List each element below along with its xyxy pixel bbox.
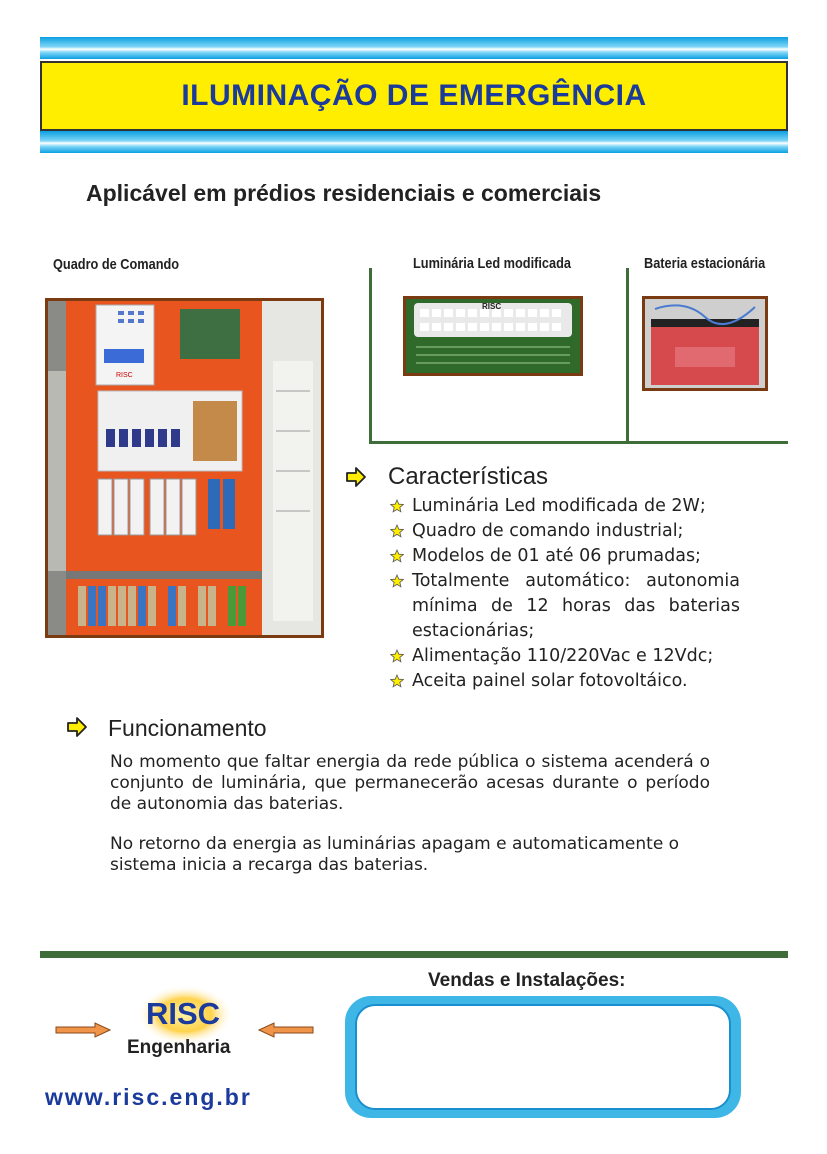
footer-divider xyxy=(40,951,788,958)
feature-item: Aceita painel solar fotovoltáico. xyxy=(390,669,740,694)
logo-arrow-right-icon xyxy=(258,1022,314,1038)
features-list xyxy=(390,494,740,694)
led-luminaire-photo xyxy=(403,296,583,376)
sales-label: Vendas e Instalações: xyxy=(428,970,626,991)
feature-item: Luminária Led modificada de 2W; xyxy=(390,494,740,519)
battery-illustration xyxy=(645,299,765,388)
header-band-bottom xyxy=(40,131,788,153)
features-arrow-icon xyxy=(345,466,367,488)
contact-box xyxy=(355,1004,731,1110)
battery-photo xyxy=(642,296,768,391)
operation-paragraph-1: No momento que faltar energia da rede pública o sistema acenderá o conjunto de luminária, que permanecerão acesas durante o período de autonomia das baterias. xyxy=(110,752,710,814)
subtitle: Aplicável em prédios residenciais e comerciais xyxy=(86,180,602,206)
logo-arrow-left-icon xyxy=(55,1022,111,1038)
star-bullet-icon xyxy=(390,499,404,513)
logo-name: RISC xyxy=(146,996,221,1031)
led-luminaire-illustration xyxy=(406,299,580,373)
logo-subtitle: Engenharia xyxy=(127,1037,231,1058)
divider-line-middle xyxy=(626,268,629,444)
panel-brand-text: RISC xyxy=(116,372,133,379)
divider-line-bottom xyxy=(369,441,788,444)
feature-item: Alimentação 110/220Vac e 12Vdc; xyxy=(390,644,740,669)
star-bullet-icon xyxy=(390,574,404,588)
star-bullet-icon xyxy=(390,674,404,688)
operation-arrow-icon xyxy=(66,716,88,738)
caption-battery: Bateria estacionária xyxy=(644,255,766,272)
feature-item: Quadro de comando industrial; xyxy=(390,519,740,544)
feature-item: Modelos de 01 até 06 prumadas; xyxy=(390,544,740,569)
led-brand-text: RISC xyxy=(482,302,502,311)
title-box xyxy=(40,61,788,131)
operation-paragraph-2: No retorno da energia as luminárias apagam e automaticamente o sistema inicia a recarga das baterias. xyxy=(110,834,680,875)
caption-luminaire: Luminária Led modificada xyxy=(413,255,571,272)
divider-line-left xyxy=(369,268,372,444)
caption-panel: Quadro de Comando xyxy=(53,256,180,273)
control-panel-illustration xyxy=(48,301,321,635)
header-band-top xyxy=(40,37,788,59)
features-title: Características xyxy=(388,463,549,490)
star-bullet-icon xyxy=(390,524,404,538)
star-bullet-icon xyxy=(390,649,404,663)
website-link[interactable]: www.risc.eng.br xyxy=(45,1084,252,1110)
control-panel-photo xyxy=(45,298,324,638)
page-title: ILUMINAÇÃO DE EMERGÊNCIA xyxy=(181,79,647,112)
feature-item: Totalmente automático: autonomia mínima de 12 horas das baterias estacionárias; xyxy=(390,569,740,644)
operation-title: Funcionamento xyxy=(108,715,267,741)
star-bullet-icon xyxy=(390,549,404,563)
